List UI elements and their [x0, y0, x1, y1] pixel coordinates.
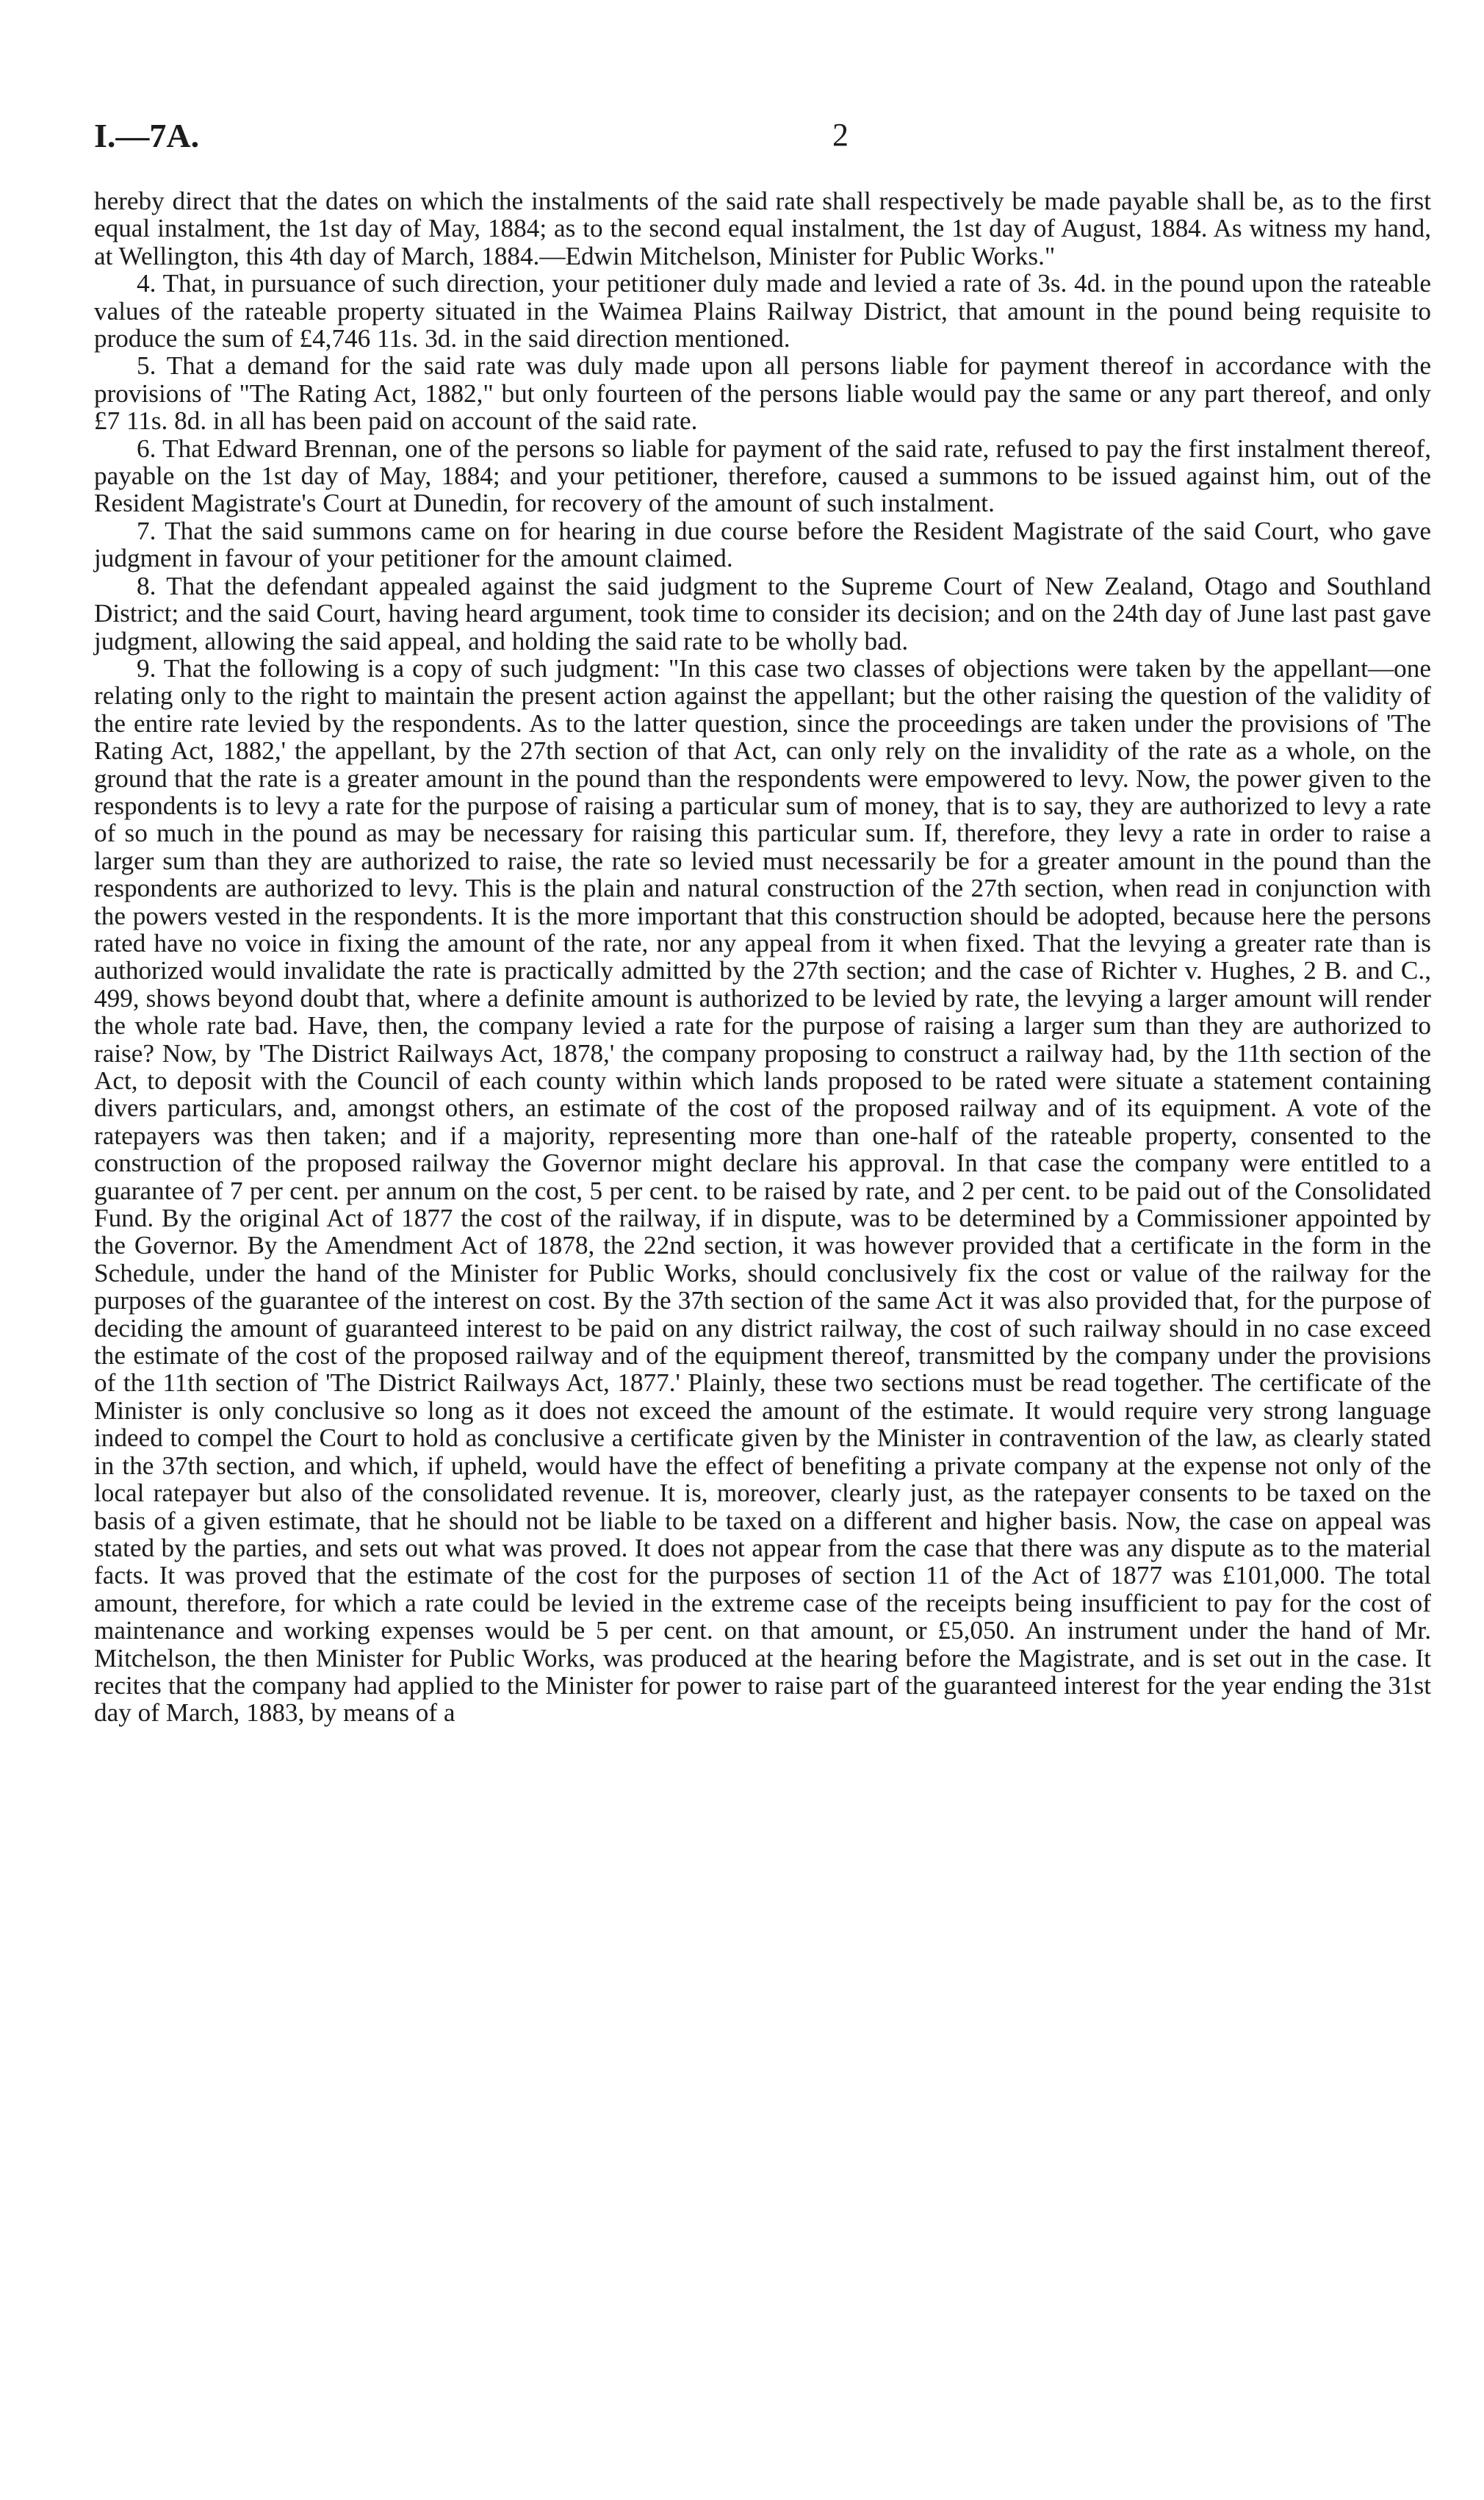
paragraph-5: 5. That a demand for the said rate was duly made upon all persons liable for payment thereof in accordance with the provisions of "The Rating Act, 1882," but only fourteen of the persons liable would pay the same or any part thereof, and only £7 11s. 8d. in all has been paid on account of the said rate.: [94, 351, 1431, 436]
paragraph-8: 8. That the defendant appealed against the said judgment to the Supreme Court of New Zealand, Otago and Southland District; and the said Court, having heard argument, took time to consider its decision; and on the 24th day of June last past gave judgment, allowing the said appeal, and holding the said rate to be wholly bad.: [94, 571, 1431, 655]
paragraph-4: 4. That, in pursuance of such direction, your petitioner duly made and levied a rate of 3s. 4d. in the pound upon the rateable values of the rateable property situated in the Waimea Plains Railway District, that amount in the pound being requisite to produce the sum of £4,746 11s. 3d. in the said direction mentioned.: [94, 269, 1431, 353]
document-reference: I.—7A.: [94, 117, 200, 154]
page-header: [94, 116, 1431, 160]
page-number: 2: [832, 117, 849, 153]
paragraph-9: 9. That the following is a copy of such judgment: "In this case two classes of objections were taken by the appellant—one relating only to the right to maintain the present action against the appellant; but the other raising the question of the validity of the entire rate levied by the respondents. As to the latter question, since the proceedings are taken under the provisions of 'The Rating Act, 1882,' the appellant, by the 27th section of that Act, can only rely on the invalidity of the rate as a whole, on the ground that the rate is a greater amount in the pound than the respondents were empowered to levy. Now, the power given to the respondents is to levy a rate for the purpose of raising a particular sum of money, that is to say, they are authorized to levy a rate of so much in the pound as may be necessary for raising this particular sum. If, therefore, they levy a rate in order to raise a larger sum than they are authorized to raise, the rate so levied must necessarily be for a greater amount in the pound than the respondents are authorized to levy. This is the plain and natural construction of the 27th section, when read in conjunction with the powers vested in the respondents. It is the more important that this construction should be adopted, because here the persons rated have no voice in fixing the amount of the rate, nor any appeal from it when fixed. That the levying a greater rate than is authorized would invalidate the rate is practically admitted by the 27th section; and the case of Richter v. Hughes, 2 B. and C., 499, shows beyond doubt that, where a definite amount is authorized to be levied by rate, the levying a larger amount will render the whole rate bad. Have, then, the company levied a rate for the purpose of raising a larger sum than they are authorized to raise? Now, by 'The District Railways Act, 1878,' the company proposing to construct a railway had, by the 11th section of the Act, to deposit with the Council of each county within which lands proposed to be rated were situate a statement containing divers particulars, and, amongst others, an estimate of the cost of the proposed railway and of its equipment. A vote of the ratepayers was then taken; and if a majority, representing more than one-half of the rateable property, consented to the construction of the proposed railway the Governor might declare his approval. In that case the company were entitled to a guarantee of 7 per cent. per annum on the cost, 5 per cent. to be raised by rate, and 2 per cent. to be paid out of the Consolidated Fund. By the original Act of 1877 the cost of the railway, if in dispute, was to be determined by a Commissioner appointed by the Governor. By the Amendment Act of 1878, the 22nd section, it was however provided that a certificate in the form in the Schedule, under the hand of the Minister for Public Works, should conclusively fix the cost or value of the railway for the purposes of the guarantee of the interest on cost. By the 37th section of the same Act it was also provided that, for the purpose of deciding the amount of guaranteed interest to be paid on any district railway, the cost of such railway should in no case exceed the estimate of the cost of the proposed railway and of the equipment thereof, transmitted by the company under the provisions of the 11th section of 'The District Railways Act, 1877.' Plainly, these two sections must be read together. The certificate of the Minister is only conclusive so long as it does not exceed the amount of the estimate. It would require very strong language indeed to compel the Court to hold as conclusive a certificate given by the Minister in contravention of the law, as clearly stated in the 37th section, and which, if upheld, would have the effect of benefiting a private company at the expense not only of the local ratepayer but also of the consolidated revenue. It is, moreover, clearly just, as the ratepayer consents to be taxed on the basis of a given estimate, that he should not be liable to be taxed on a different and higher basis. Now, the case on appeal was stated by the parties, and sets out what was proved. It does not appear from the case that there was any dispute as to the material facts. It was proved that the estimate of the cost for the purposes of section 11 of the Act of 1877 was £101,000. The total amount, therefore, for which a rate could be levied in the extreme case of the receipts being insufficient to pay for the cost of maintenance and working expenses would be 5 per cent. on that amount, or £5,050. An instrument under the hand of Mr. Mitchelson, the then Minister for Public Works, was produced at the hearing before the Magistrate, and is set out in the case. It recites that the company had applied to the Minister for power to raise part of the guaranteed interest for the year ending the 31st day of March, 1883, by means of a: [94, 653, 1431, 1728]
paragraph-7: 7. That the said summons came on for hearing in due course before the Resident Magistrate of the said Court, who gave judgment in favour of your petitioner for the amount claimed.: [94, 516, 1431, 573]
paragraph-6: 6. That Edward Brennan, one of the persons so liable for payment of the said rate, refused to pay the first instalment thereof, payable on the 1st day of May, 1884; and your petitioner, therefore, caused a summons to be issued against him, out of the Resident Magistrate's Court at Dunedin, for recovery of the amount of such instalment.: [94, 434, 1431, 518]
paragraph-continuation: hereby direct that the dates on which the instalments of the said rate shall respectively be made payable shall be, as to the first equal instalment, the 1st day of May, 1884; as to the second equal instalment, the 1st day of August, 1884. As witness my hand, at Wellington, this 4th day of March, 1884.—Edwin Mitchelson, Minister for Public Works.": [94, 187, 1431, 270]
body-text: [94, 187, 1431, 1727]
